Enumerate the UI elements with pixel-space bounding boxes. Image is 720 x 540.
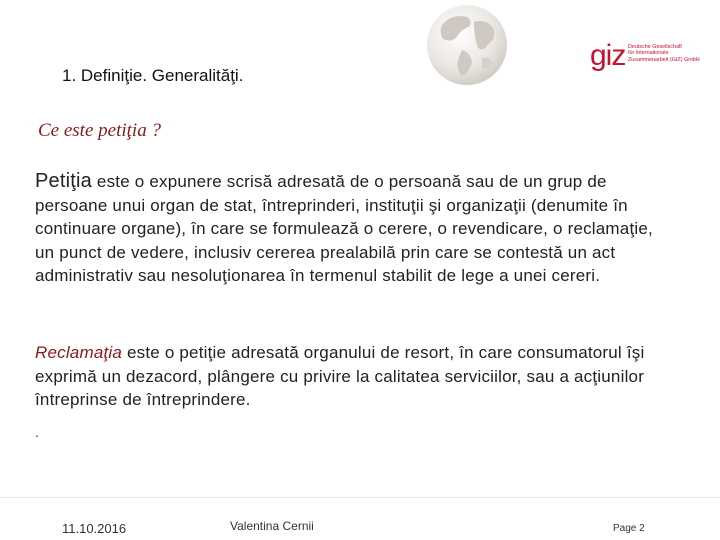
definition-paragraph [35, 170, 675, 288]
footer-page-number: Page 2 [613, 523, 645, 534]
footer-author: Valentina Cernii [230, 519, 314, 533]
logo-mark: giz [590, 39, 626, 72]
complaint-term: Reclamaţia [35, 343, 123, 362]
slide-title: 1. Definiţie. Generalităţi. [62, 66, 244, 85]
logo-text-line: Zusammenarbeit (GIZ) GmbH [628, 56, 700, 63]
complaint-text: este o petiţie adresată organului de resort, în care consumatorul îşi exprimă un dezacord, plângere cu privire la calitatea serviciilor, sau a acţiunilor întreprinse de întreprindere. [35, 343, 645, 409]
logo-text-line: für Internationale [628, 50, 669, 57]
globe-icon [412, 0, 522, 90]
definition-term: Petiţia [35, 170, 92, 192]
complaint-paragraph [35, 341, 675, 412]
footer-date: 11.10.2016 [62, 521, 127, 536]
logo-text [628, 44, 708, 63]
giz-logo [590, 40, 710, 80]
trailing-dot: . [35, 424, 39, 440]
section-question: Ce este petiţia ? [38, 120, 161, 141]
definition-text: este o expunere scrisă adresată de o persoană sau de un grup de persoane unui organ de stat, întreprinderi, instituţii şi organizaţii (denumite în continuare organe), în care se formulează o cerere, o revendicare, o reclamaţie, un punct de vedere, inclusiv cererea prealabilă prin care se contestă un act administrativ sau nesoluţionarea în termenul stabilit de lege a unei cereri. [35, 172, 653, 285]
footer-divider [0, 497, 720, 498]
logo-text-line: Deutsche Gesellschaft [628, 44, 682, 50]
